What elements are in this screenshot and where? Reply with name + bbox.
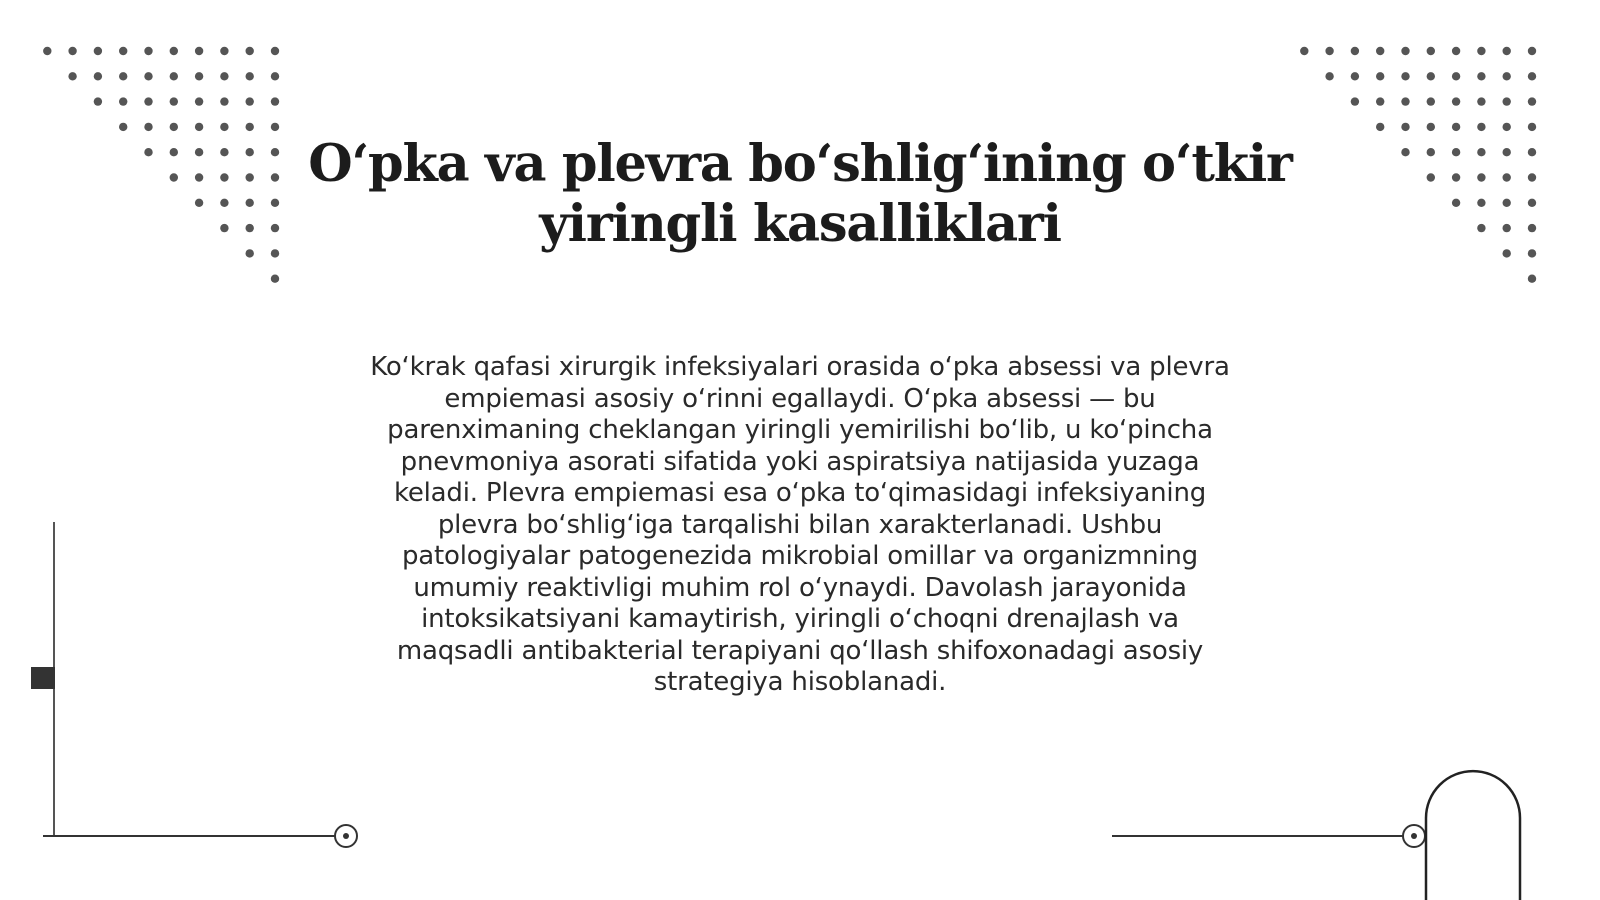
decorative-dot [1477,173,1485,181]
decorative-dot [246,47,254,55]
decorative-dot [246,249,254,257]
decorative-dot [195,199,203,207]
decorative-dot [1376,72,1384,80]
decorative-dot [1477,224,1485,232]
decorative-dot [1477,123,1485,131]
decorative-dot [271,224,279,232]
decorative-dot [1477,97,1485,105]
decorative-dot [170,123,178,131]
decorative-dot [1528,47,1536,55]
decorative-dot [1452,173,1460,181]
decorative-dot [220,148,228,156]
decorative-dot [195,72,203,80]
decorative-dot [1528,173,1536,181]
decorative-dot [144,72,152,80]
decorative-dot [1503,47,1511,55]
decorative-dot [144,123,152,131]
decorative-dot [1528,199,1536,207]
decorative-dot [220,199,228,207]
decorative-dot [1401,97,1409,105]
decorative-dot [195,148,203,156]
decorative-dot [271,97,279,105]
decorative-dot [94,72,102,80]
decorative-dot [195,173,203,181]
decorative-dot [220,123,228,131]
bottom-right-circle-marker [1403,825,1425,847]
decorative-dot [1503,123,1511,131]
decorative-dot [1401,72,1409,80]
decorative-dot [1528,97,1536,105]
decorative-dot [1528,224,1536,232]
decorative-dot [1452,199,1460,207]
decorative-dot [1376,123,1384,131]
decorative-dot [1452,47,1460,55]
decorative-dot [271,199,279,207]
decorative-dot [170,72,178,80]
decorative-dot [220,173,228,181]
decorative-dot [144,148,152,156]
decorative-dot [1427,123,1435,131]
decorative-dot [119,47,127,55]
decorative-dot [195,97,203,105]
slide-title-line-2: yiringli kasalliklari [539,194,1061,254]
decorative-dot [1528,249,1536,257]
decorative-dot [94,97,102,105]
decorative-dot [1477,47,1485,55]
decorative-dot [1477,199,1485,207]
decorative-dot [1528,123,1536,131]
decorative-dot [1503,199,1511,207]
bottom-left-circle-dot [343,833,349,839]
decorative-dot [119,97,127,105]
decorative-dot [1351,97,1359,105]
decorative-dot [1477,72,1485,80]
decorative-dot [1452,148,1460,156]
decorative-dot [246,97,254,105]
decorative-dot [195,123,203,131]
decorative-dot [1503,224,1511,232]
decorative-dot [220,72,228,80]
decorative-dot [271,173,279,181]
decorative-dot [144,47,152,55]
decorative-dot [1452,123,1460,131]
decorative-dot [170,148,178,156]
decorative-dot [1503,97,1511,105]
decorative-dot [271,47,279,55]
decorative-dot [1427,72,1435,80]
left-square-marker [31,667,55,689]
slide-title-line-1: O‘pka va plevra bo‘shlig‘ining o‘tkir [308,134,1292,194]
slide-body-text: Ko‘krak qafasi xirurgik infeksiyalari orasida o‘pka absessi va plevra empiemasi asosiy o‘rinni egallaydi. O‘pka absessi — bu parenximaning cheklangan yiringli yemirilishi bo‘lib, u ko‘pincha pnevmoniya asorati sifatida yoki aspiratsiya natijasida yuzaga keladi. Plevra empiemasi esa o‘pka to‘qimasidagi infeksiyaning plevra bo‘shlig‘iga tarqalishi bilan xarakterlanadi. Ushbu patologiyalar patogenezida mikrobial omillar va organizmning umumiy reaktivligi muhim rol o‘ynaydi. Davolash jarayonida intoksikatsiyani kamaytirish, yiringli o‘choqni drenajlash va maqsadli antibakterial terapiyani qo‘llash shifoxonadagi asosiy strategiya hisoblanadi. [370,352,1230,697]
decorative-dot [220,47,228,55]
decorative-dot [246,123,254,131]
decorative-dot [68,47,76,55]
decorative-dot [1427,97,1435,105]
decorative-dot [1376,47,1384,55]
decorative-dot [1503,148,1511,156]
decorative-dot [271,275,279,283]
decorative-dot [1401,47,1409,55]
decorative-dot [1376,97,1384,105]
decorative-dot [1528,72,1536,80]
decorative-dot [271,148,279,156]
decorative-dot [68,72,76,80]
decorative-dot [1325,47,1333,55]
decorative-dot [119,123,127,131]
decorative-dot [1351,47,1359,55]
decorative-dot [43,47,51,55]
decorative-dot [1477,148,1485,156]
decorative-dot [1452,72,1460,80]
bottom-left-circle-marker [335,825,357,847]
decorative-dot [1325,72,1333,80]
decorative-dot [170,97,178,105]
decorative-dot [170,173,178,181]
bottom-right-circle-dot [1411,833,1417,839]
decorative-dot [1427,148,1435,156]
decorative-dot [1351,72,1359,80]
decorative-dot [271,123,279,131]
decorative-dot [170,47,178,55]
decorative-dot [246,72,254,80]
decorative-dot [1503,72,1511,80]
decorative-dot [1300,47,1308,55]
decorative-dot [119,72,127,80]
decorative-dot [1427,173,1435,181]
decorative-dot [1401,123,1409,131]
decorative-dot [1401,148,1409,156]
decorative-dot [1503,173,1511,181]
decorative-dot [94,47,102,55]
decorative-dot [246,148,254,156]
decorative-dot [1427,47,1435,55]
decorative-dot [271,72,279,80]
decorative-dot [1528,148,1536,156]
decorative-dot [246,173,254,181]
decorative-dot [1528,275,1536,283]
decorative-dot [1452,97,1460,105]
decorative-dot [220,97,228,105]
decorative-dot [246,224,254,232]
slide-title [300,134,1300,254]
bottom-right-arch [1426,771,1520,900]
decorative-dot [220,224,228,232]
decorative-dot [271,249,279,257]
decorative-dot [144,97,152,105]
decorative-dot [246,199,254,207]
decorative-dot [195,47,203,55]
decorative-dot [1503,249,1511,257]
